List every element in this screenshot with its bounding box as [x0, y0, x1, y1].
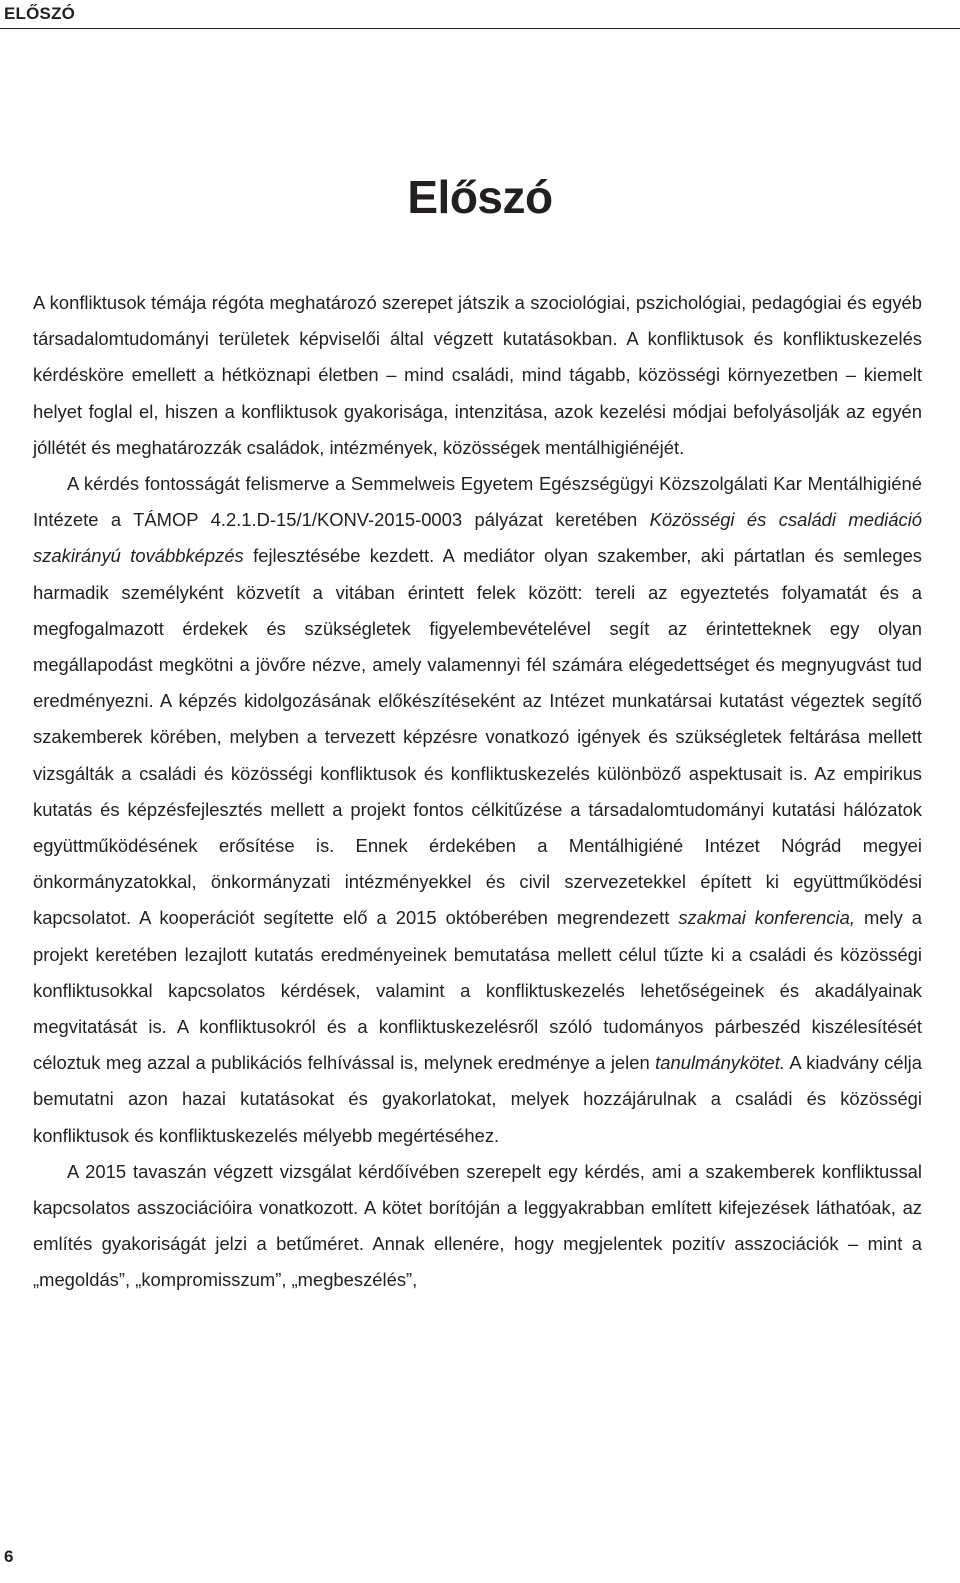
page-title: Előszó — [407, 171, 553, 223]
paragraph-text: mely a projekt keretében lezajlott kutatás eredményeinek bemutatása mellett célul tűzte ki a családi és közösségi konfliktusokkal kapcsolatos kérdések, valamint a konfliktuskezelés lehetőségeinek és akadályainak megvitatását is. A konfliktusokról és a konfliktuskezelésről szóló tudományos párbeszéd kiszélesítését céloztuk meg azzal a publikációs felhívással is, melynek eredménye a jelen — [33, 907, 923, 1074]
italic-volume: tanulmánykötet. — [655, 1052, 785, 1074]
paragraph-text: A kérdés fontosságát felismerve a Semmelweis Egyetem Egészségügyi Közszolgálati Kar Mentálhigiéné Intézete a TÁMOP 4.2.1.D-15/1/KONV-2015-0003 pályázat keretében — [33, 473, 922, 531]
italic-conference: szakmai konferencia, — [678, 907, 855, 929]
body-text — [33, 285, 922, 1299]
running-header: ELŐSZÓ — [4, 4, 76, 23]
paragraph-2 — [33, 466, 922, 1154]
page-number: 6 — [4, 1547, 14, 1566]
italic-program-name: Közösségi és családi mediáció szakirányú továbbképzés — [33, 509, 923, 567]
paragraph-3 — [33, 1154, 922, 1299]
paragraph-text: A kiadvány célja bemutatni azon hazai kutatásokat és gyakorlatokat, melyek hozzájárulnak a családi és közösségi konfliktusok és konfliktuskezelés mélyebb megértéséhez. — [33, 1052, 922, 1146]
header-divider — [0, 28, 960, 29]
paragraph-text: fejlesztésébe kezdett. A mediátor olyan szakember, aki pártatlan és semleges harmadik személyként közvetít a vitában érintett felek között: tereli az egyeztetés folyamatát és a megfogalmazott érdekek és szükségletek figyelembevételével segít az érintetteknek egy olyan megállapodást megkötni a jövőre nézve, amely valamennyi fél számára elégedettséget és megnyugvást tud eredményezni. A képzés kidolgozásának előkészítéseként az Intézet munkatársai kutatást végeztek segítő szakemberek körében, melyben a tervezett képzésre vonatkozó igények és szükségletek feltárása mellett vizsgálták a családi és közösségi konfliktusok és konfliktuskezelés különböző aspektusait is. Az empirikus kutatás és képzésfejlesztés mellett a projekt fontos célkitűzése a társadalomtudományi kutatási hálózatok együttműködésének erősítése is. Ennek érdekében a Mentálhigiéné Intézet Nógrád megyei önkormányzatokkal, önkormányzati intézményekkel és civil szervezetekkel épített ki együttműködési kapcsolatot. A kooperációt segítette elő a 2015 októberében megrendezett — [33, 545, 923, 929]
paragraph-text: A 2015 tavaszán végzett vizsgálat kérdőívében szerepelt egy kérdés, ami a szakemberek konfliktussal kapcsolatos asszociációira vonatkozott. A kötet borítóján a leggyakrabban említett kifejezések láthatóak, az említés gyakoriságát jelzi a betűméret. Annak ellenére, hogy megjelentek pozitív asszociációk – mint a „megoldás”, „kompromisszum”, „megbeszélés”, — [33, 1160, 922, 1291]
paragraph-1 — [33, 285, 922, 466]
paragraph-text: A konfliktusok témája régóta meghatározó szerepet játszik a szociológiai, pszichológiai, pedagógiai és egyéb társadalomtudományi területek képviselői által végzett kutatásokban. A konfliktusok és konfliktuskezelés kérdésköre emellett a hétköznapi életben – mind családi, mind tágabb, közösségi környezetben – kiemelt helyet foglal el, hiszen a konfliktusok gyakorisága, intenzitása, azok kezelési módjai befolyásolják az egyén jóllétét és meghatározzák családok, intézmények, közösségek mentálhigiénéjét. — [33, 292, 922, 458]
